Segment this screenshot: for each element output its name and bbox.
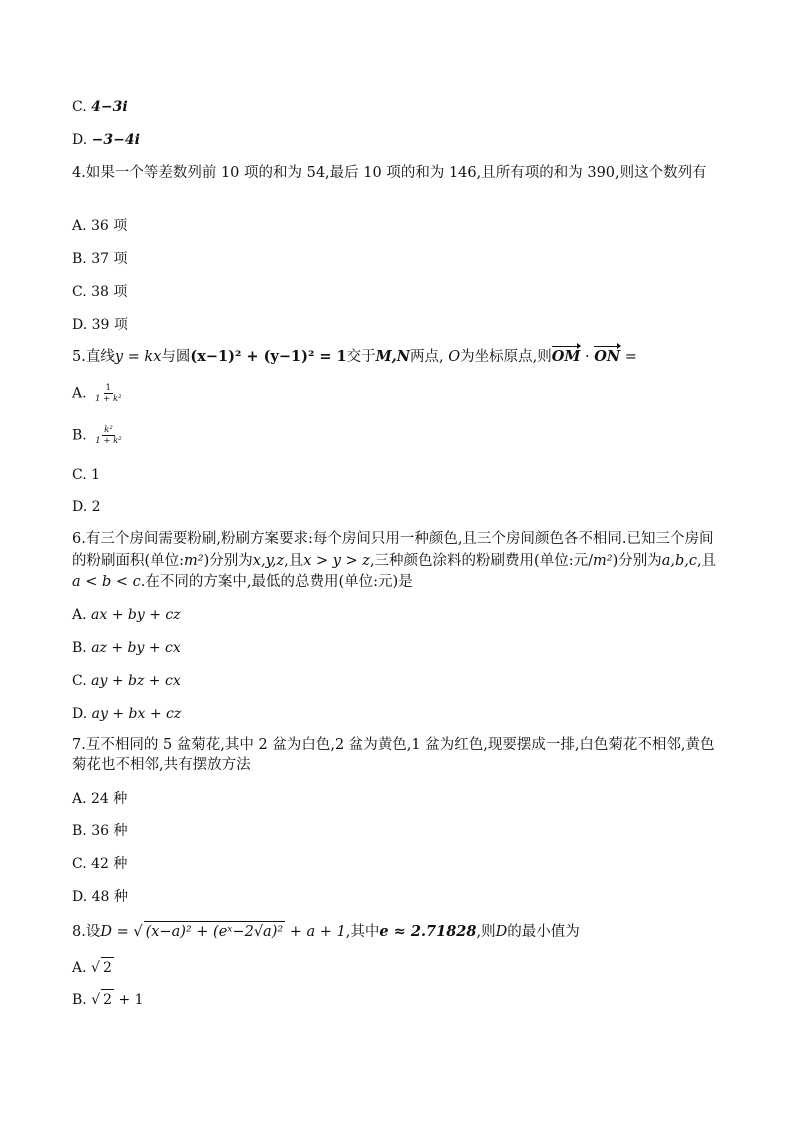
vector-om: OM [551, 348, 581, 365]
q4-option-a: A. 36 项 [72, 218, 128, 234]
q5-option-d: D. 2 [72, 499, 101, 515]
q5-option-c: C. 1 [72, 467, 101, 483]
vector-on: ON [594, 348, 621, 365]
q3-option-c: C. 4−3i [72, 99, 128, 115]
radical: 2 [101, 957, 114, 978]
radical: 2 [101, 989, 114, 1010]
fraction: $\frac{1}{\text{1 + k²}}$ [95, 383, 122, 404]
question-7: 7.互不相同的 5 盆菊花,其中 2 盆为白色,2 盆为黄色,1 盆为红色,现要摆成一排,白色菊花不相邻,黄色菊花也不相邻,共有摆放方法 [72, 737, 715, 773]
q3-option-d: D. −3−4i [72, 132, 140, 148]
q6-option-a: A. ax + by + cz [72, 607, 181, 623]
q8-option-a: A. √ 2 [72, 957, 722, 978]
q6-option-c: C. ay + bz + cx [72, 673, 181, 689]
q6-option-b: B. az + by + cx [72, 640, 181, 656]
question-5: 5.直线y = kx与圆(x−1)² + (y−1)² = 1交于M,N两点, O为坐标原点,则OM · ON = [72, 348, 637, 365]
q7-option-a: A. 24 种 [72, 791, 128, 807]
radical: (x−a)² + (eˣ−2√a)² [144, 921, 286, 942]
question-6: 6.有三个房间需要粉刷,粉刷方案要求:每个房间只用一种颜色,且三个房间颜色各不相同.已知三个房间的粉刷面积(单位:m²)分别为x,y,z,且x > y > z,三种颜色涂料的粉刷费用(单位:元/m²)分别为a,b,c,且a < b < c.在不同的方案中,最低的总费用(单位:元)是 [72, 531, 717, 590]
q6-option-d: D. ay + bx + cz [72, 706, 182, 722]
question-4: 4.如果一个等差数列前 10 项的和为 54,最后 10 项的和为 146,且所有项的和为 390,则这个数列有 [72, 165, 707, 181]
q5-option-b: B. $\frac{\text{k²}}{\text{1 + k²}}$ [72, 425, 122, 446]
q5-option-a: A. $\frac{1}{\text{1 + k²}}$ [72, 383, 122, 404]
q4-option-b: B. 37 项 [72, 251, 128, 267]
question-8: 8.设D = √ (x−a)² + (eˣ−2√a)² + a + 1,其中e ≈ 2.71828,则D的最小值为 [72, 923, 580, 940]
q7-option-b: B. 36 种 [72, 823, 128, 839]
q4-option-c: C. 38 项 [72, 284, 128, 300]
q4-option-d: D. 39 项 [72, 317, 128, 333]
q8-option-b: B. √ 2 + 1 [72, 989, 722, 1010]
q7-option-c: C. 42 种 [72, 856, 128, 872]
fraction: $\frac{\text{k²}}{\text{1 + k²}}$ [95, 425, 122, 446]
q7-option-d: D. 48 种 [72, 889, 128, 905]
